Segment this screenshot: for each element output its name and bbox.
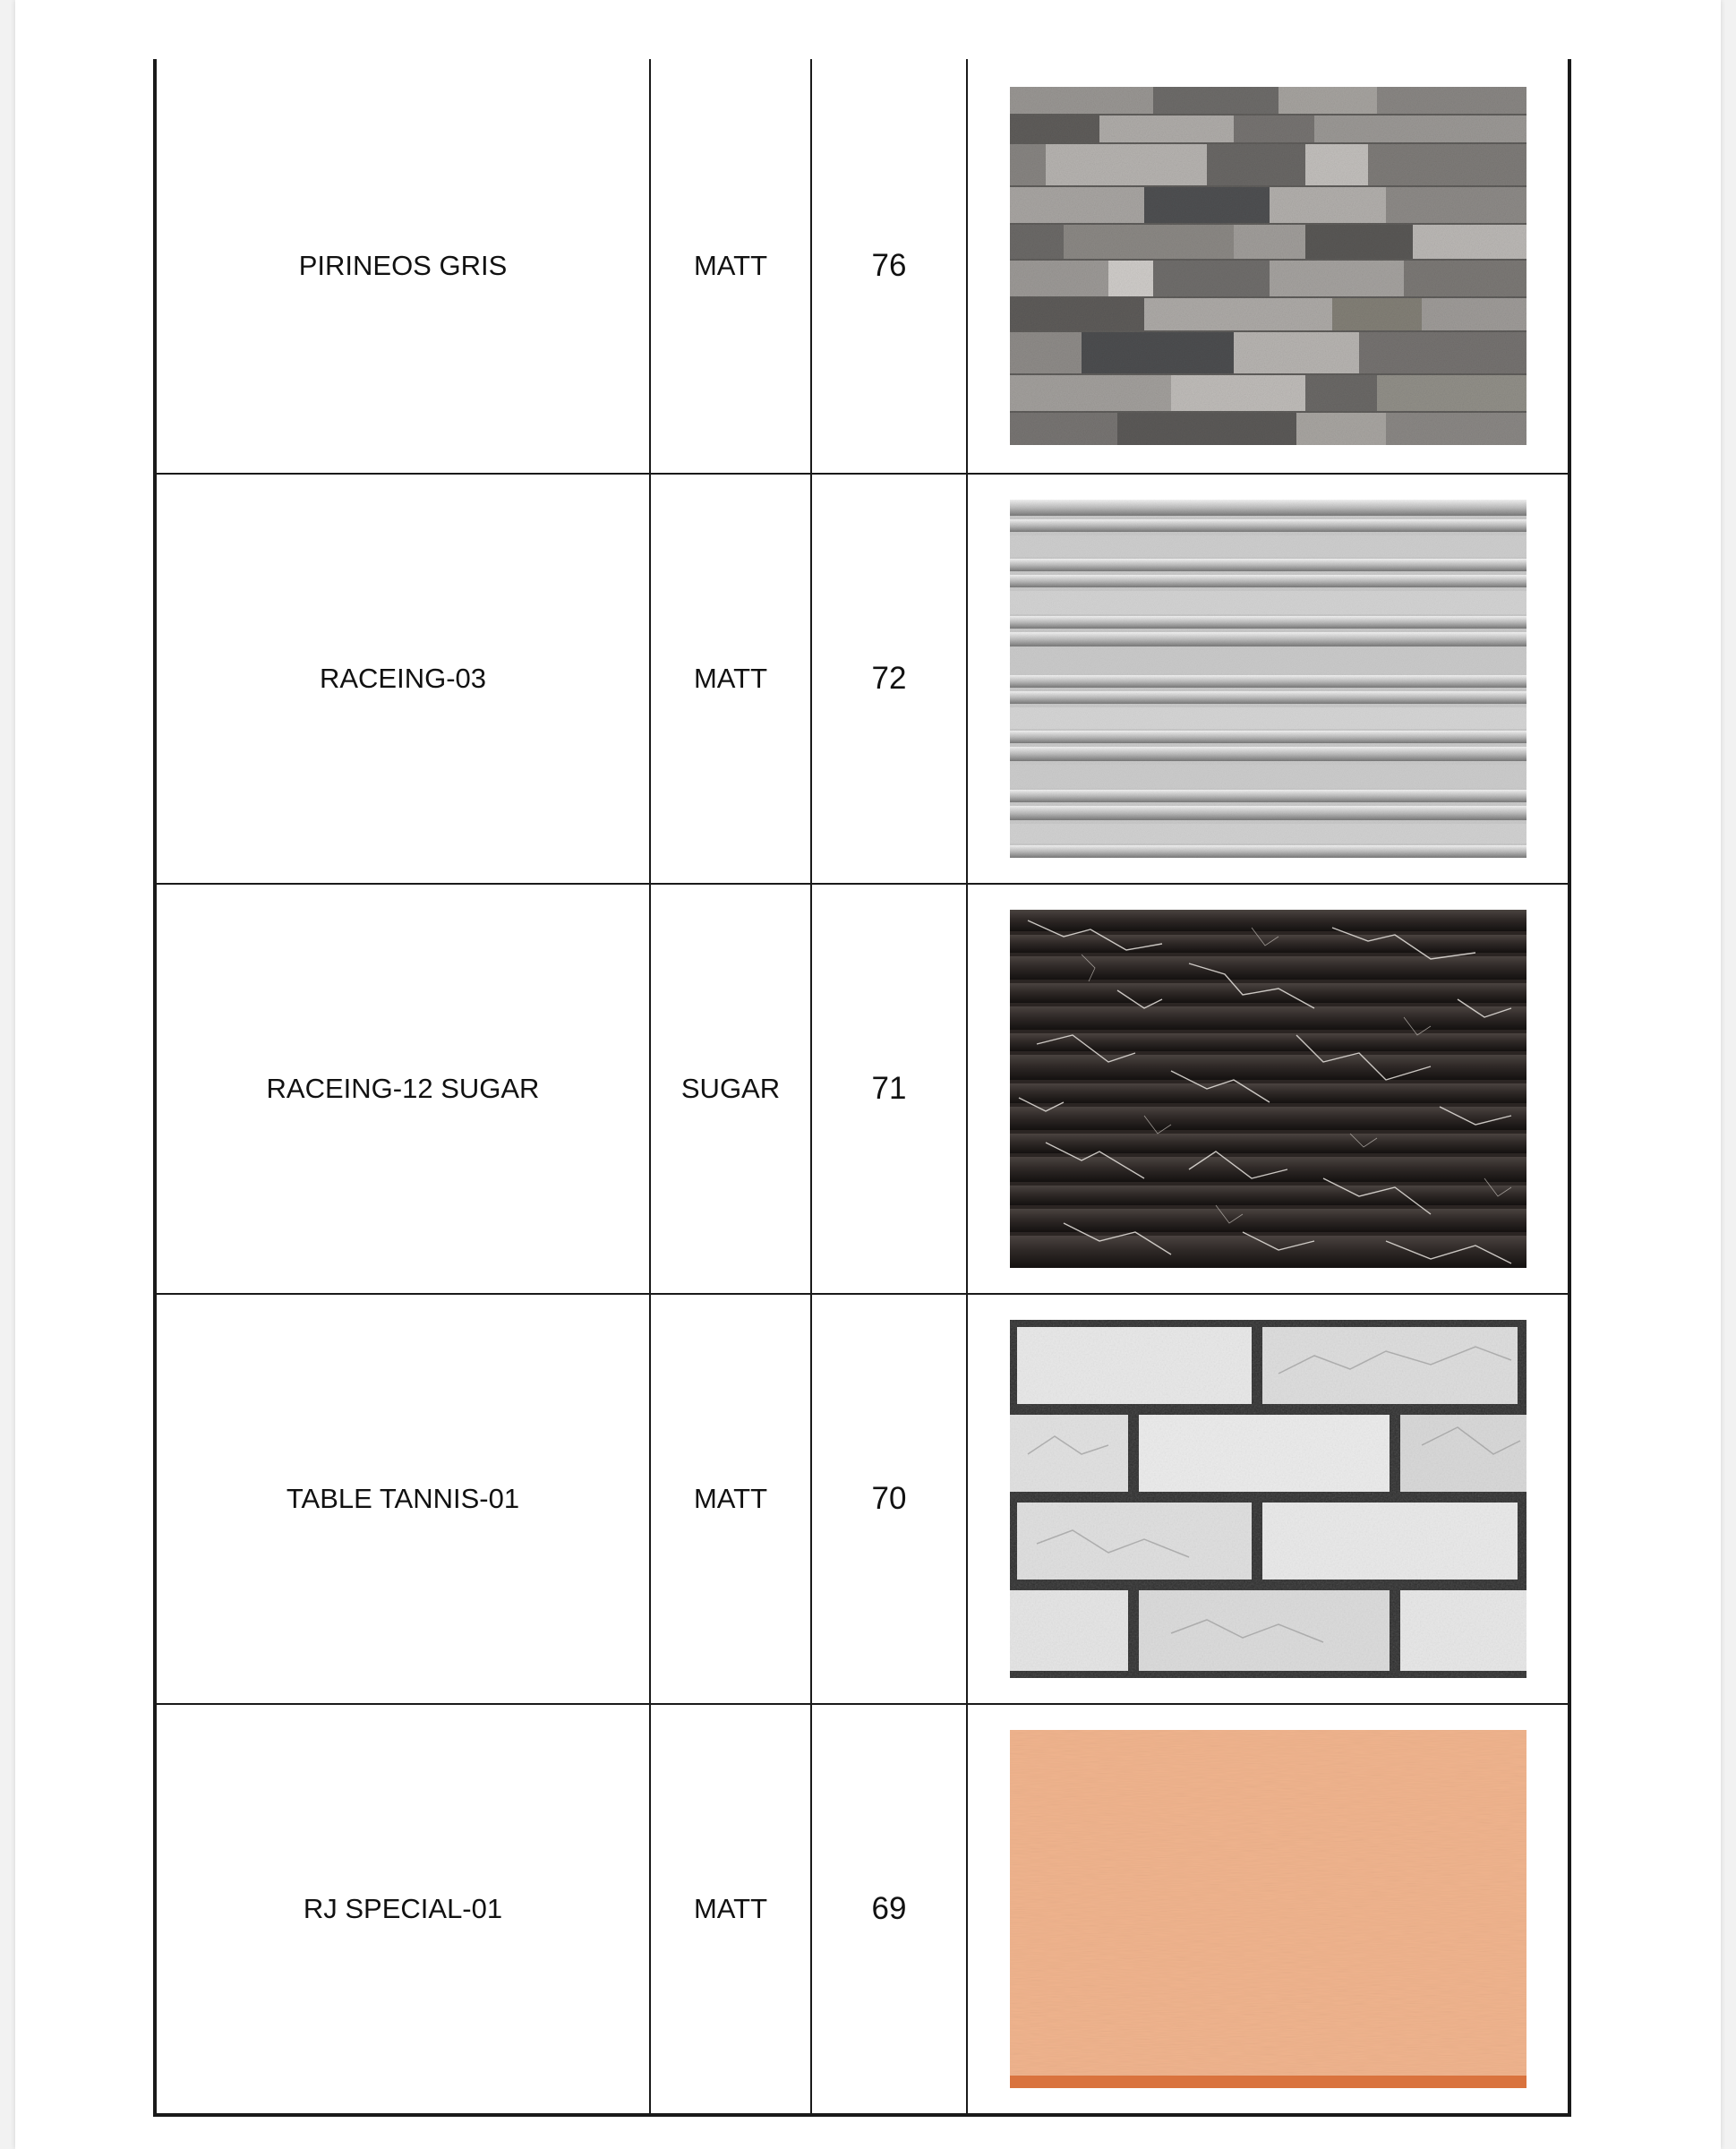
- table-row: [157, 1293, 1568, 1703]
- tile-image-cell: [968, 1295, 1568, 1703]
- number-cell: 72: [812, 475, 968, 883]
- tile-image-cell: [968, 59, 1568, 473]
- table-row: [157, 473, 1568, 883]
- number-cell: 76: [812, 59, 968, 473]
- tile-image-cell: [968, 1705, 1568, 2113]
- number-cell: 71: [812, 885, 968, 1293]
- stacked-stone-tile-image: [1010, 87, 1526, 445]
- dark-marble-striped-tile-image: [1010, 910, 1526, 1268]
- table-row: [157, 1703, 1568, 2113]
- finish-cell: MATT: [651, 1295, 812, 1703]
- tile-name-cell: RJ SPECIAL-01: [157, 1705, 651, 2113]
- tile-image-cell: [968, 885, 1568, 1293]
- table-row: [157, 59, 1568, 473]
- number-cell: 69: [812, 1705, 968, 2113]
- finish-cell: MATT: [651, 1705, 812, 2113]
- tile-name-cell: RACEING-12 SUGAR: [157, 885, 651, 1293]
- finish-cell: MATT: [651, 59, 812, 473]
- finish-cell: MATT: [651, 475, 812, 883]
- tile-image-cell: [968, 475, 1568, 883]
- peach-textured-tile-image: [1010, 1730, 1526, 2088]
- table-row: [157, 883, 1568, 1293]
- tile-catalog-table: [153, 59, 1571, 2117]
- document-page: [15, 0, 1721, 2149]
- tile-name-cell: RACEING-03: [157, 475, 651, 883]
- white-brick-tile-image: [1010, 1320, 1526, 1678]
- finish-cell: SUGAR: [651, 885, 812, 1293]
- tile-name-cell: TABLE TANNIS-01: [157, 1295, 651, 1703]
- grey-striped-tile-image: [1010, 500, 1526, 858]
- number-cell: 70: [812, 1295, 968, 1703]
- tile-name-cell: PIRINEOS GRIS: [157, 59, 651, 473]
